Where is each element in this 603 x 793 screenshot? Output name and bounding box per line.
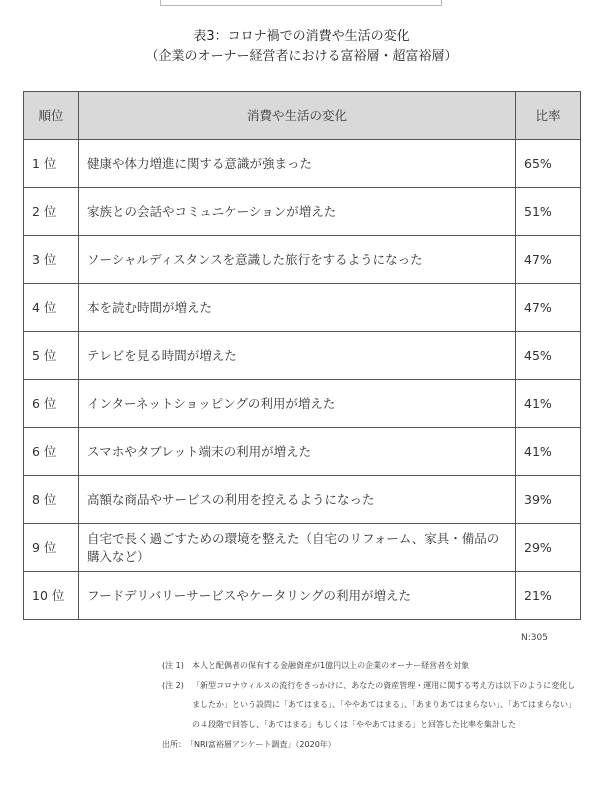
table-row xyxy=(24,476,581,524)
table-row xyxy=(24,236,581,284)
sample-size: N:305 xyxy=(521,633,548,643)
footnote-1-text: 本人と配偶者の保有する金融資産が1億円以上の企業のオーナー経営者を対象 xyxy=(192,661,470,670)
table-row xyxy=(24,380,581,428)
ranking-table xyxy=(23,91,581,620)
rank-cell: 6 位 xyxy=(24,380,79,428)
rate-cell: 41% xyxy=(516,428,581,476)
item-cell: フードデリバリーサービスやケータリングの利用が増えた xyxy=(79,572,516,620)
table-row xyxy=(24,188,581,236)
rank-cell: 9 位 xyxy=(24,524,79,572)
rate-cell: 29% xyxy=(516,524,581,572)
footnotes xyxy=(162,656,582,755)
rank-cell: 1 位 xyxy=(24,140,79,188)
footnote-1-key: (注 1) xyxy=(162,661,184,670)
rate-cell: 21% xyxy=(516,572,581,620)
footnote-2-key: (注 2) xyxy=(162,680,184,690)
item-cell: スマホやタブレット端末の利用が増えた xyxy=(79,428,516,476)
rate-cell: 39% xyxy=(516,476,581,524)
header-rank: 順位 xyxy=(24,92,79,140)
rank-cell: 5 位 xyxy=(24,332,79,380)
source-line xyxy=(162,735,582,755)
rank-cell: 10 位 xyxy=(24,572,79,620)
rate-cell: 51% xyxy=(516,188,581,236)
table-row xyxy=(24,572,581,620)
item-cell: 高額な商品やサービスの利用を控えるようになった xyxy=(79,476,516,524)
item-cell: テレビを見る時間が増えた xyxy=(79,332,516,380)
document-title xyxy=(0,27,603,67)
table-header-row xyxy=(24,92,581,140)
item-cell: 自宅で長く過ごすための環境を整えた（自宅のリフォーム、家具・備品の購入など） xyxy=(79,524,516,572)
header-rate: 比率 xyxy=(516,92,581,140)
item-cell: ソーシャルディスタンスを意識した旅行をするようになった xyxy=(79,236,516,284)
title-line-1: 表3：コロナ禍での消費や生活の変化 xyxy=(193,29,410,44)
rank-cell: 8 位 xyxy=(24,476,79,524)
footnote-2-text: 「新型コロナウィルスの流行をきっかけに、あなたの資産管理・運用に関する考え方は以下のように変化しましたか」という設問に「あてはまる」、「ややあてはまる」、「あまりあてはまらない」、「あてはまらない」の４段階で回答し、「あてはまる」もしくは「ややあてはまる」と回答した比率を集計した xyxy=(192,680,576,729)
table-row xyxy=(24,524,581,572)
table-row xyxy=(24,332,581,380)
table-row xyxy=(24,428,581,476)
top-divider xyxy=(160,0,442,6)
footnote-2 xyxy=(162,676,582,735)
item-cell: インターネットショッピングの利用が増えた xyxy=(79,380,516,428)
item-cell: 家族との会話やコミュニケーションが増えた xyxy=(79,188,516,236)
rate-cell: 47% xyxy=(516,284,581,332)
rank-cell: 6 位 xyxy=(24,428,79,476)
table-row xyxy=(24,284,581,332)
header-item: 消費や生活の変化 xyxy=(79,92,516,140)
item-cell: 本を読む時間が増えた xyxy=(79,284,516,332)
rate-cell: 47% xyxy=(516,236,581,284)
table-row xyxy=(24,140,581,188)
rank-cell: 2 位 xyxy=(24,188,79,236)
rate-cell: 65% xyxy=(516,140,581,188)
source-key: 出所： xyxy=(162,740,186,749)
rank-cell: 4 位 xyxy=(24,284,79,332)
title-line-2: （企業のオーナー経営者における富裕層・超富裕層） xyxy=(145,49,458,64)
source-text: 「NRI富裕層アンケート調査」（2020年） xyxy=(186,740,336,749)
footnote-1 xyxy=(162,656,582,676)
rate-cell: 41% xyxy=(516,380,581,428)
rate-cell: 45% xyxy=(516,332,581,380)
item-cell: 健康や体力増進に関する意識が強まった xyxy=(79,140,516,188)
rank-cell: 3 位 xyxy=(24,236,79,284)
